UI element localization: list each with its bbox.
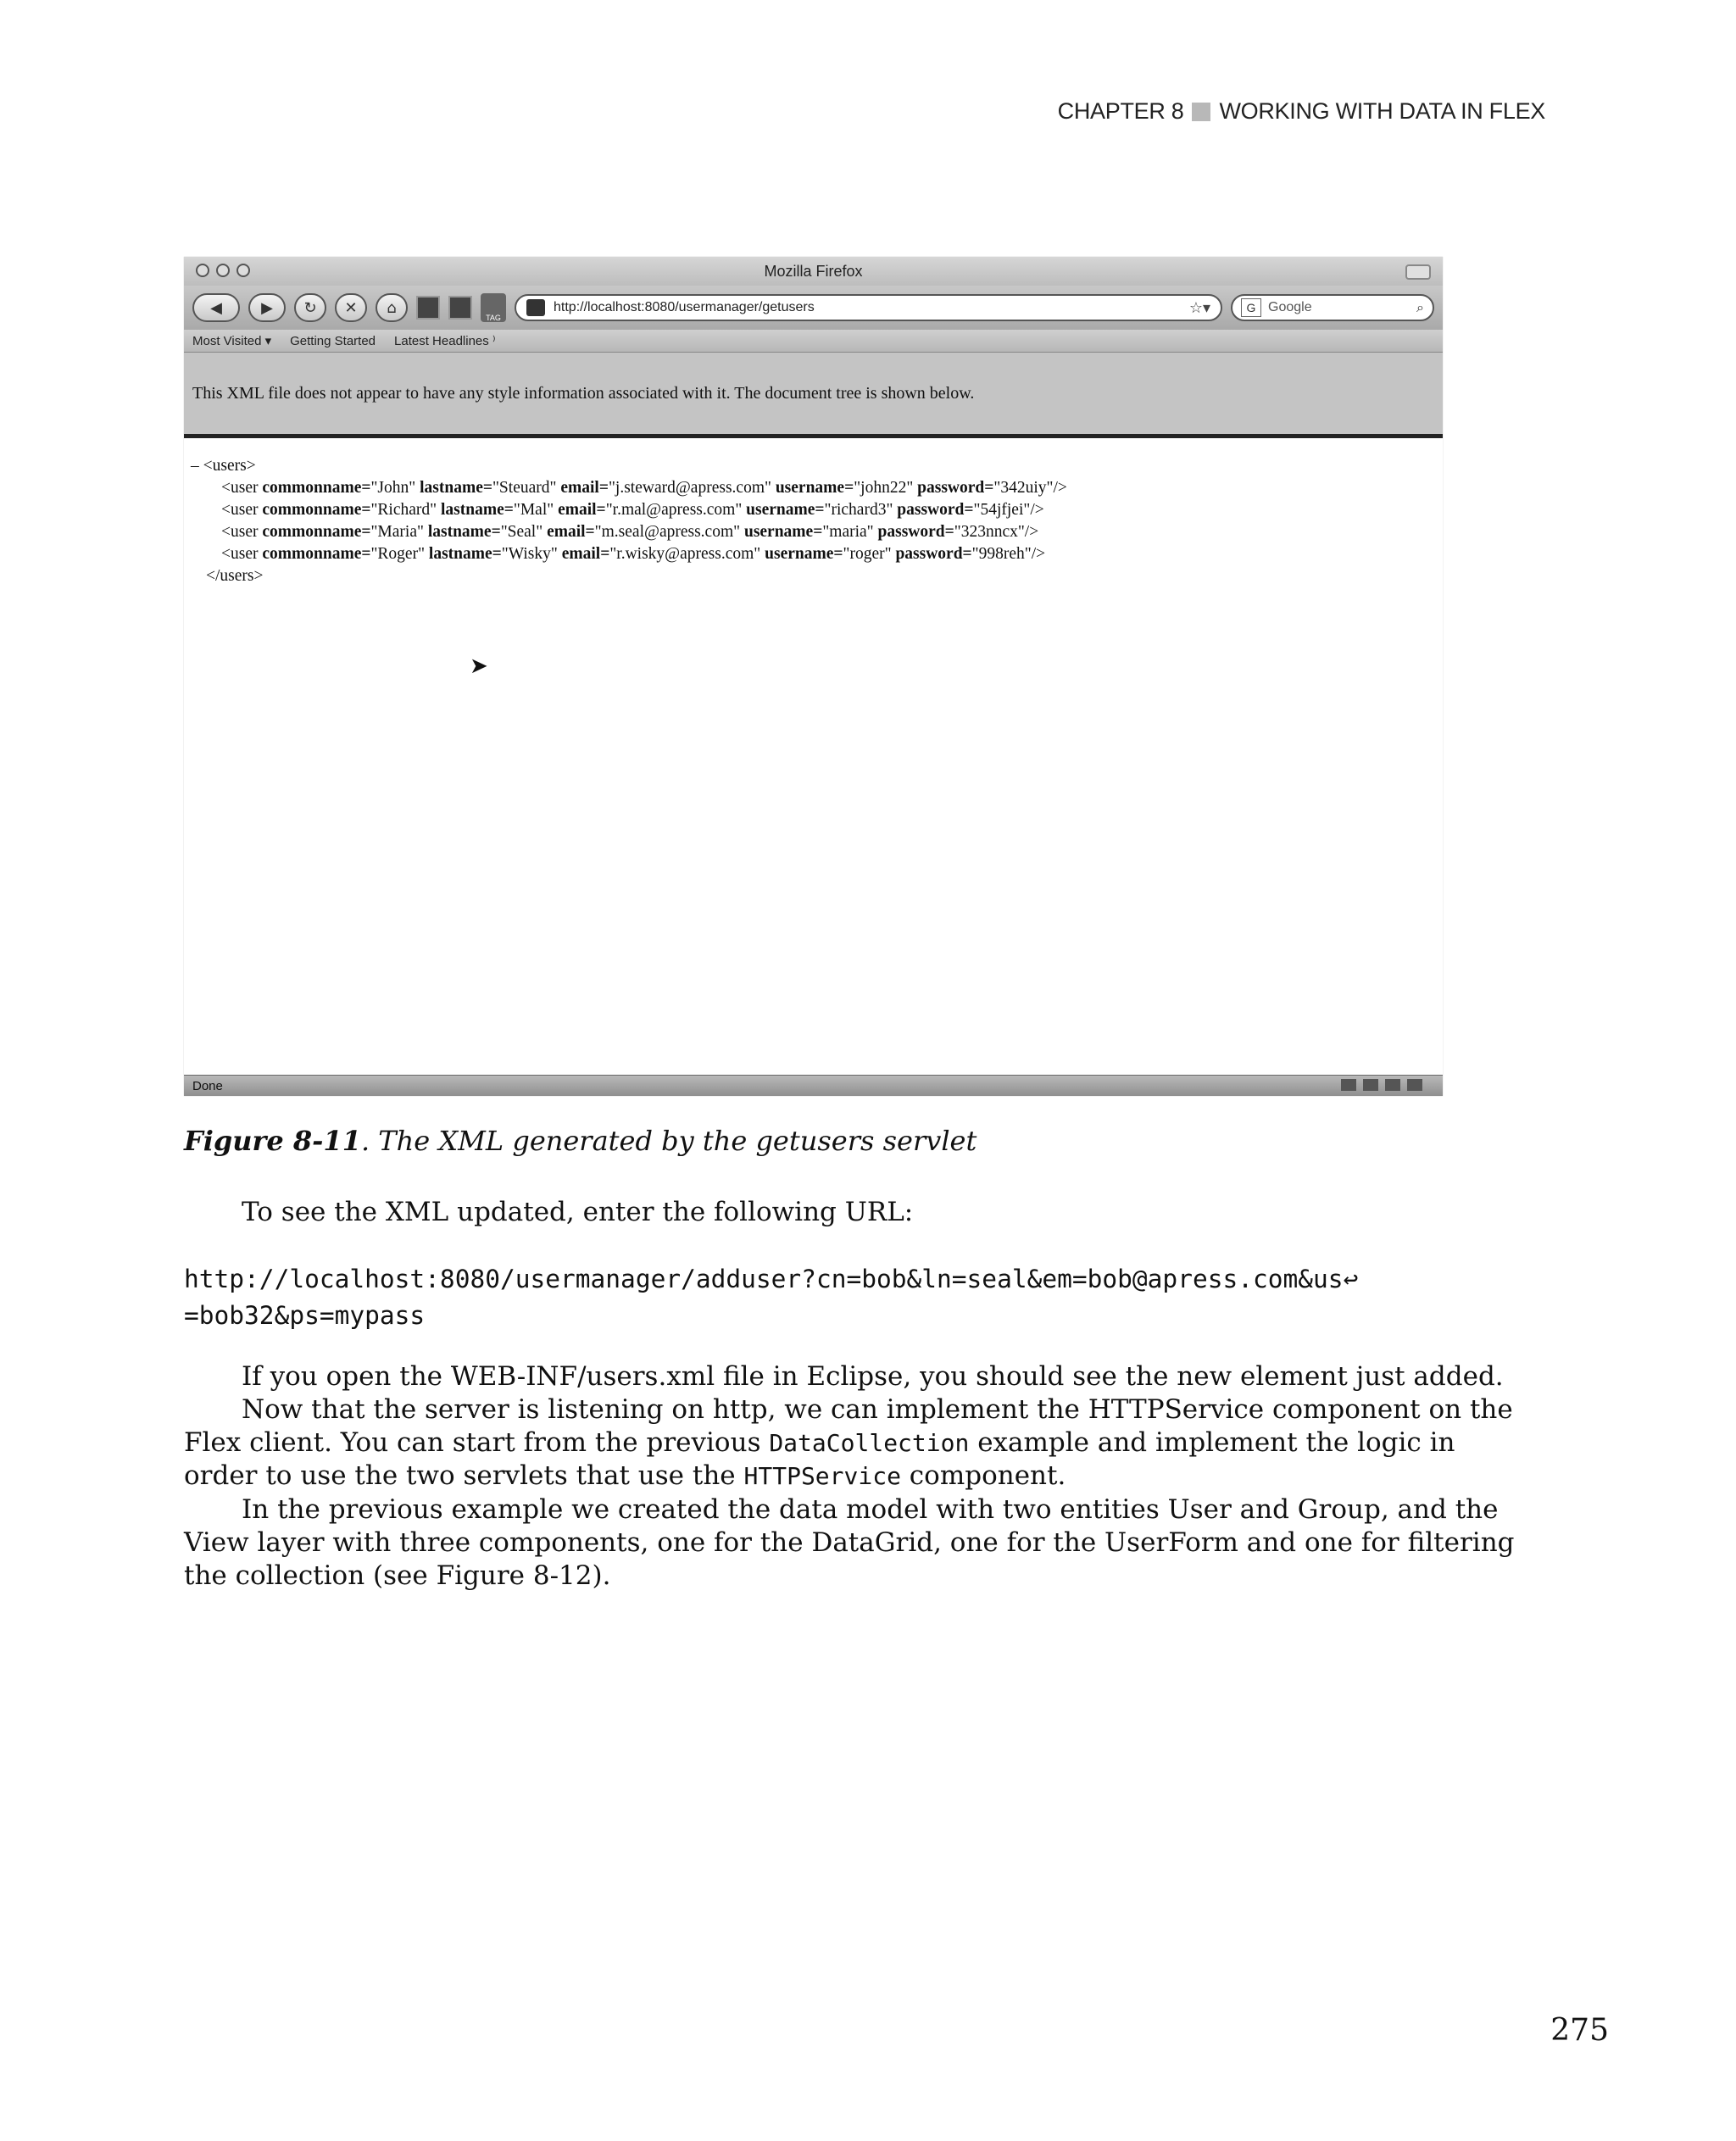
home-button[interactable] — [376, 293, 408, 322]
status-resize-icon[interactable] — [1407, 1079, 1422, 1091]
xml-attr-name: email= — [560, 479, 609, 497]
xml-attr-value: "roger" — [843, 545, 896, 563]
status-addon-icon[interactable] — [1341, 1079, 1356, 1091]
figure-caption-text: . The XML generated by the getusers servlet — [360, 1125, 977, 1157]
xml-attr-value: "323nncx"/> — [954, 523, 1039, 541]
xml-attr-value: "john22" — [854, 479, 918, 497]
xml-attr-name: password= — [897, 501, 974, 519]
status-icons — [1341, 1079, 1422, 1091]
xml-attr-value: "Roger" — [370, 545, 429, 563]
xml-line — [191, 521, 1443, 543]
xml-attr-name: lastname= — [420, 479, 492, 497]
tag-label: TAG — [486, 314, 501, 322]
xml-tag: <user — [221, 501, 263, 519]
separator-square-icon — [1192, 103, 1210, 121]
xml-line[interactable]: – <users> — [191, 457, 256, 475]
para2-text-b: example and implement the logic in order to use the two servlets that use the — [184, 1427, 1455, 1491]
paragraph-2 — [184, 1393, 1532, 1493]
xml-document-tree — [184, 438, 1443, 587]
window-title: Mozilla Firefox — [764, 262, 863, 280]
para2-text-c: component. — [900, 1460, 1066, 1491]
xml-attr-value: "342uiy"/> — [993, 479, 1067, 497]
home-icon: ⌂ — [387, 298, 397, 317]
xml-attr-value: "r.wisky@apress.com" — [609, 545, 765, 563]
xml-attr-name: commonname= — [262, 501, 371, 519]
xml-attr-value: "54jfjei"/> — [973, 501, 1044, 519]
chapter-title: WORKING WITH DATA IN FLEX — [1219, 98, 1545, 124]
xml-attr-value: "Maria" — [370, 523, 428, 541]
address-bar[interactable] — [515, 294, 1222, 321]
reload-button[interactable] — [294, 293, 326, 322]
xml-attr-value: "Steuard" — [492, 479, 561, 497]
code-url-block — [184, 1261, 1358, 1334]
xml-attr-value: "998reh"/> — [971, 545, 1046, 563]
xml-line — [191, 499, 1443, 521]
notice-text: This XML file does not appear to have any style information associated with it. The document tree is shown below. — [192, 383, 975, 403]
inline-code-datacollection: DataCollection — [769, 1429, 970, 1457]
xml-attr-name: lastname= — [441, 501, 514, 519]
url-text[interactable]: http://localhost:8080/usermanager/getusers — [554, 300, 815, 314]
xml-attr-value: "m.seal@apress.com" — [594, 523, 744, 541]
xml-attr-value: "John" — [370, 479, 420, 497]
minimize-window-icon[interactable] — [216, 264, 230, 277]
xml-attr-name: password= — [895, 545, 972, 563]
xml-line — [191, 477, 1443, 499]
xml-attr-name: commonname= — [262, 523, 371, 541]
status-network-icon[interactable] — [1363, 1079, 1378, 1091]
chapter-label: CHAPTER 8 — [1057, 98, 1184, 124]
site-favicon-icon — [526, 299, 545, 316]
xml-attr-value: "Richard" — [370, 501, 441, 519]
xml-attr-name: email= — [547, 523, 595, 541]
search-icon[interactable]: ⌕ — [1416, 299, 1424, 315]
bookmarks-toolbar — [184, 330, 1443, 353]
search-box[interactable] — [1231, 294, 1434, 321]
status-bar — [184, 1075, 1443, 1096]
browser-screenshot — [184, 257, 1443, 1096]
status-mail-icon[interactable] — [1385, 1079, 1400, 1091]
xml-attr-name: username= — [775, 479, 854, 497]
xml-style-notice — [184, 353, 1443, 438]
window-controls[interactable] — [196, 264, 250, 277]
xml-attr-value: "Wisky" — [501, 545, 562, 563]
xml-attr-name: username= — [765, 545, 843, 563]
xml-attr-value: "Mal" — [513, 501, 559, 519]
inline-code-httpservice: HTTPService — [743, 1462, 901, 1490]
xml-attr-value: "Seal" — [500, 523, 548, 541]
xml-attr-name: lastname= — [427, 523, 501, 541]
xml-attr-name: username= — [746, 501, 825, 519]
paragraph-1: If you open the WEB-INF/users.xml file in Eclipse, you should see the new element just added. — [242, 1361, 1504, 1392]
xml-attr-value: "richard3" — [824, 501, 898, 519]
xml-attr-value: "j.steward@apress.com" — [608, 479, 776, 497]
extension-icon[interactable] — [416, 296, 440, 320]
stop-icon: ✕ — [344, 298, 358, 317]
bookmark-getting-started[interactable]: Getting Started — [290, 333, 376, 348]
bookmark-latest-headlines[interactable]: Latest Headlines ⁾ — [394, 334, 496, 348]
figure-caption — [184, 1125, 976, 1157]
forward-arrow-icon: ▶ — [261, 298, 273, 317]
xml-attr-name: password= — [917, 479, 994, 497]
xml-attr-value: "maria" — [822, 523, 878, 541]
zoom-window-icon[interactable] — [236, 264, 250, 277]
stop-button[interactable] — [335, 293, 367, 322]
bookmark-page-icon[interactable] — [448, 296, 472, 320]
figure-number: Figure 8-11 — [184, 1125, 361, 1157]
bookmark-most-visited[interactable]: Most Visited ▾ — [192, 334, 272, 348]
toolbar-toggle-icon[interactable] — [1405, 264, 1431, 280]
back-button[interactable] — [192, 293, 240, 322]
running-head — [1058, 98, 1545, 125]
close-window-icon[interactable] — [196, 264, 209, 277]
navigation-toolbar — [184, 286, 1443, 330]
page-number: 275 — [1550, 2013, 1609, 2048]
paragraph-intro: To see the XML updated, enter the following URL: — [242, 1197, 914, 1227]
reload-icon: ↻ — [303, 298, 317, 317]
xml-attr-name: username= — [743, 523, 823, 541]
xml-tag: <user — [221, 479, 263, 497]
tag-icon[interactable] — [481, 293, 506, 322]
xml-attr-name: email= — [558, 501, 606, 519]
search-engine-icon[interactable]: G — [1241, 298, 1261, 317]
xml-attr-name: email= — [561, 545, 610, 563]
mouse-pointer-icon: ➤ — [470, 653, 488, 679]
xml-attr-name: commonname= — [262, 545, 371, 563]
search-input[interactable]: Google — [1268, 300, 1312, 314]
xml-attr-name: password= — [877, 523, 954, 541]
para2-text-a: Now that the server is listening on http, we can implement the HTTPService component on the Flex client. You can start from the previous — [184, 1394, 1513, 1458]
xml-tag: <user — [221, 545, 263, 563]
bookmark-star-icon[interactable]: ☆▾ — [1188, 298, 1210, 317]
window-titlebar — [184, 257, 1443, 286]
code-line-2: =bob32&ps=mypass — [184, 1301, 426, 1330]
forward-button[interactable] — [248, 293, 286, 322]
back-arrow-icon: ◀ — [210, 298, 222, 317]
line-continuation-icon: ↩ — [1343, 1265, 1359, 1293]
xml-line: </users> — [206, 567, 264, 585]
xml-attr-value: "r.mal@apress.com" — [605, 501, 747, 519]
xml-line — [191, 543, 1443, 565]
xml-tag: <user — [221, 523, 263, 541]
xml-attr-name: lastname= — [428, 545, 502, 563]
code-line-1: http://localhost:8080/usermanager/adduser?cn=bob&ln=seal&em=bob@apress.com&us — [184, 1265, 1344, 1293]
xml-attr-name: commonname= — [262, 479, 371, 497]
status-text: Done — [192, 1078, 223, 1093]
paragraph-3: In the previous example we created the data model with two entities User and Group, and the View layer with three components, one for the DataGrid, one for the UserForm and one for filtering the collection (see Figure 8-12). — [184, 1494, 1515, 1591]
